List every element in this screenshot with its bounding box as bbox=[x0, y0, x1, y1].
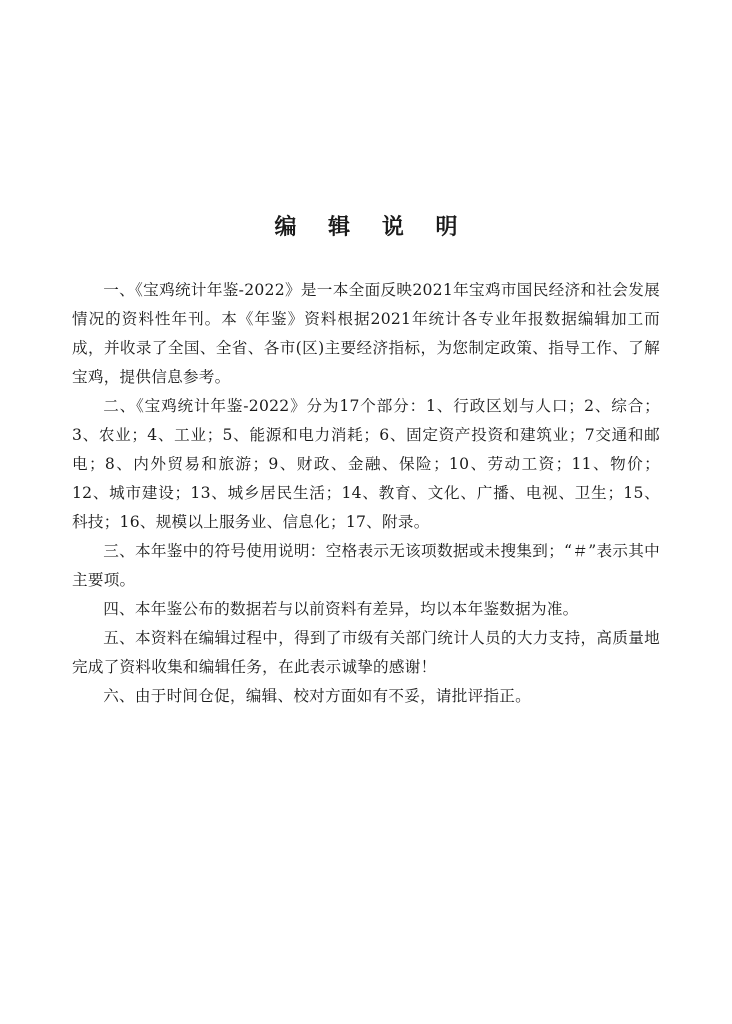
paragraph-4: 四、本年鉴公布的数据若与以前资料有差异，均以本年鉴数据为准。 bbox=[103, 600, 579, 618]
document-body bbox=[72, 276, 660, 711]
paragraph-1: 一、《宝鸡统计年鉴-2022》是一本全面反映2021年宝鸡市国民经济和社会发展情况的资料性年刊。本《年鉴》资料根据2021年统计各专业年报数据编辑加工而成，并收录了全国、全省、各市(区)主要经济指标，为您制定政策、指导工作、了解宝鸡，提供信息参考。 bbox=[72, 281, 660, 386]
paragraph-2: 二、《宝鸡统计年鉴-2022》分为17个部分：1、行政区划与人口；2、综合；3、农业；4、工业；5、能源和电力消耗；6、固定资产投资和建筑业；7交通和邮电；8、内外贸易和旅游；9、财政、金融、保险；10、劳动工资；11、物价；12、城市建设；13、城乡居民生活；14、教育、文化、广播、电视、卫生；15、科技；16、规模以上服务业、信息化；17、附录。 bbox=[72, 397, 660, 531]
paragraph-6: 六、由于时间仓促，编辑、校对方面如有不妥，请批评指正。 bbox=[103, 687, 531, 705]
paragraph-3: 三、本年鉴中的符号使用说明：空格表示无该项数据或未搜集到；“＃”表示其中主要项。 bbox=[72, 542, 660, 589]
page-title: 编 辑 说 明 bbox=[274, 215, 470, 240]
paragraph-5: 五、本资料在编辑过程中，得到了市级有关部门统计人员的大力支持，高质量地完成了资料收集和编辑任务，在此表示诚挚的感谢！ bbox=[72, 629, 660, 676]
